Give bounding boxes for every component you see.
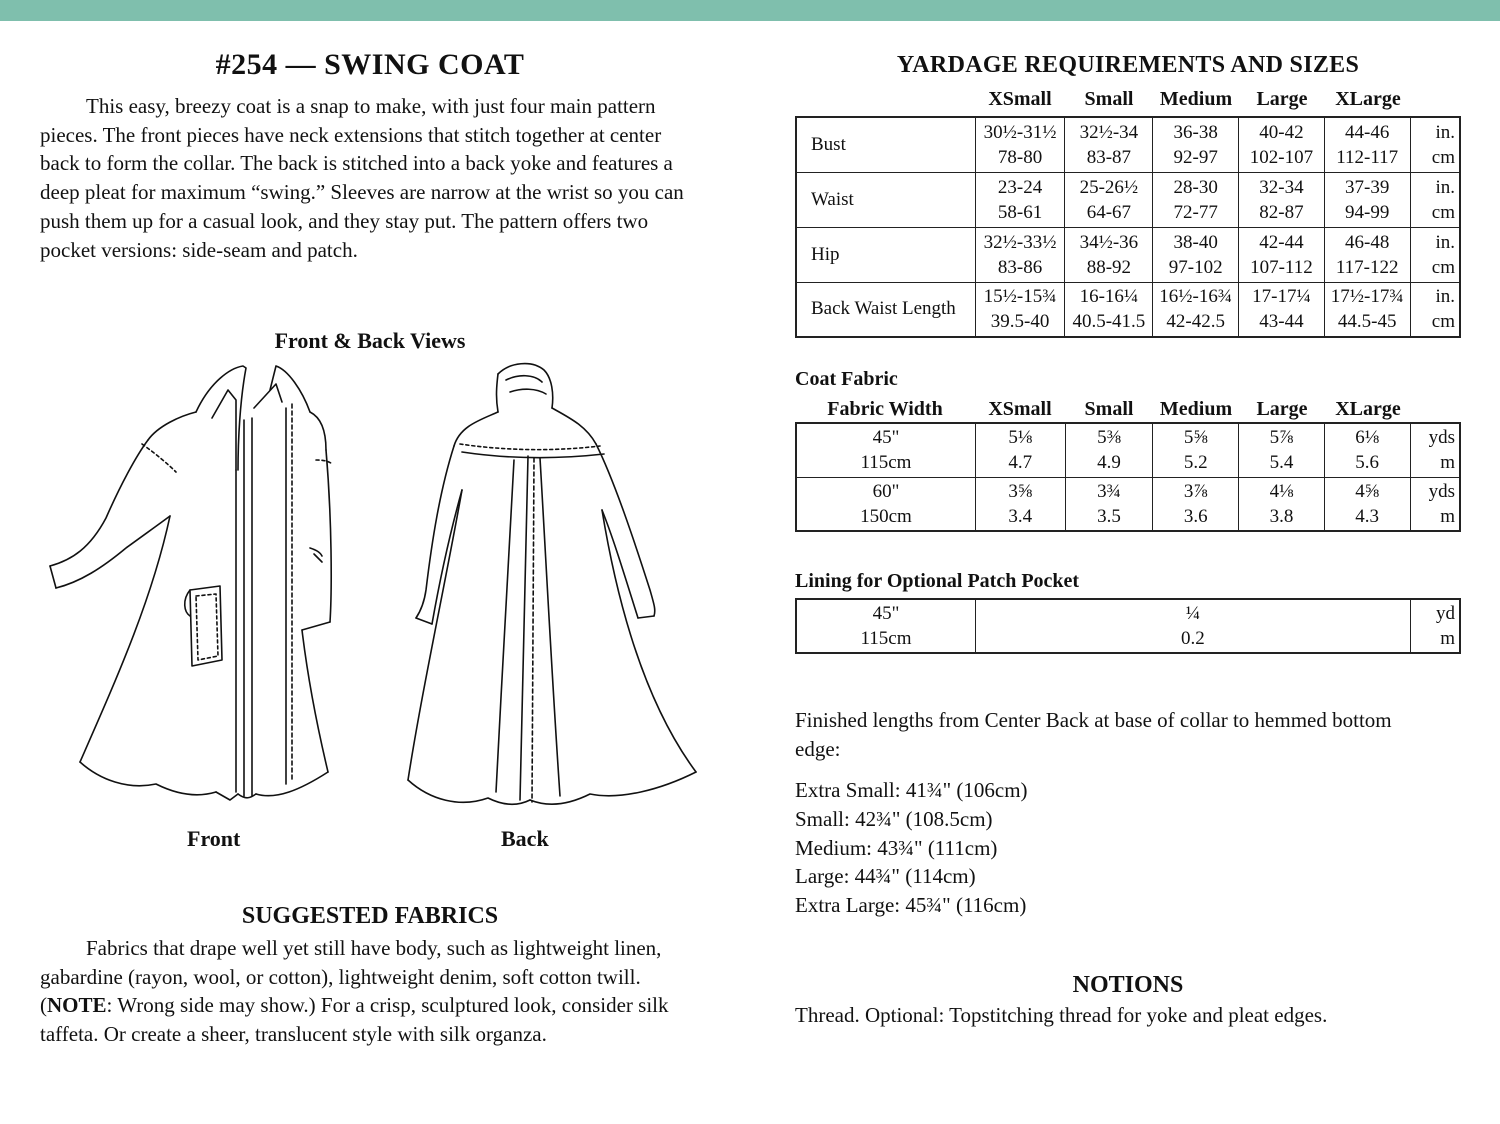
yardage-cell [1065,477,1153,531]
notions-text: Thread. Optional: Topstitching thread for yoke and pleat edges. [795,1003,1328,1027]
yardage-cell-value: 5.4 [1269,452,1294,474]
yardage-cell [1065,423,1153,477]
size-header: Large [1256,88,1308,110]
measurement-cell-value: 32-34 [1259,176,1304,198]
coat-illustration [40,360,700,830]
unit-cell-value: cm [1431,201,1455,223]
measurement-cell-value: 43-44 [1259,311,1304,333]
measurement-cell-value: 36-38 [1173,121,1218,143]
measurement-cell-value: 102-107 [1249,146,1314,168]
unit-cell [1410,172,1460,227]
lining-unit-cell [1410,599,1460,653]
yardage-cell-value: 4.7 [1008,452,1033,474]
fabric-width-cell-value: 45" [872,427,900,449]
measurement-cell-value: 25-26½ [1079,176,1139,198]
measurement-cell-value: 32½-34 [1079,121,1139,143]
coat-fabric-title: Coat Fabric [795,368,898,390]
unit-cell-value: cm [1431,146,1455,168]
measurement-cell-value: 92-97 [1173,146,1218,168]
measurement-cell [1324,117,1410,172]
measurement-cell-value: 88-92 [1086,256,1132,278]
measurement-cell [1239,172,1325,227]
finished-lengths-intro: Finished lengths from Center Back at base of collar to hemmed bottom edge: [795,708,1392,761]
measurement-cell [1239,117,1325,172]
yardage-cell-value: 5⅛ [1008,427,1033,449]
coat-header-row [795,398,1411,421]
yardage-cell [975,477,1065,531]
yardage-cell-value: 3.8 [1269,505,1294,527]
back-coat-drawing [408,364,696,805]
front-label: Front [187,826,241,851]
measurement-cell-value: 58-61 [997,201,1043,223]
size-header: Medium [1159,398,1233,420]
yardage-title: YARDAGE REQUIREMENTS AND SIZES [896,52,1360,78]
size-header-row [795,88,1411,111]
lining-width-cm: 115cm [860,628,912,649]
size-header: Medium [1159,88,1233,110]
measurement-cell-value: 38-40 [1173,231,1218,253]
lining-unit-2: m [1440,628,1455,649]
table-row [796,227,1460,282]
unit-cell-value: m [1440,505,1455,527]
measurement-cell [1324,282,1410,337]
unit-cell-value: in. [1435,286,1455,308]
left-column [40,48,700,264]
finished-length-item: Large: 44¾" (114cm) [795,864,976,889]
measurement-cell [1065,227,1153,282]
measurement-label: Hip [796,227,975,282]
body-measurements-table [795,116,1461,338]
finished-lengths-list [795,776,1028,920]
yardage-cell-value: 4⅛ [1269,480,1294,502]
size-header: XLarge [1335,88,1401,110]
measurement-cell-value: 40-42 [1259,121,1304,143]
finished-length-item: Extra Small: 41¾" (106cm) [795,778,1028,802]
lining-table [795,598,1461,654]
unit-cell [1410,227,1460,282]
measurement-cell-value: 44-46 [1345,121,1390,143]
unit-cell [1410,282,1460,337]
fabrics-text-1: Fabrics that drape well yet still have body, such as lightweight linen, gabardine (rayon, wool, or cotton), lightweight denim, soft cotton twill. ( [40,936,662,1018]
unit-cell-value: in. [1435,121,1455,143]
yardage-cell [1324,477,1410,531]
table-row [796,477,1460,531]
measurement-cell [975,172,1065,227]
yardage-cell [1324,423,1410,477]
measurement-cell-value: 72-77 [1173,201,1218,223]
yardage-cell-value: 3¾ [1097,480,1121,502]
measurement-cell-value: 32½-33½ [983,231,1057,253]
table-row [796,117,1460,172]
measurement-cell [1239,282,1325,337]
back-label: Back [501,826,549,851]
measurement-cell-value: 17-17¼ [1252,286,1311,308]
measurement-cell [1324,227,1410,282]
yardage-cell-value: 5.6 [1355,452,1380,474]
measurement-cell-value: 112-117 [1336,146,1399,168]
yardage-cell [1153,477,1239,531]
fabric-width-header: Fabric Width [827,398,943,420]
yardage-cell-value: 4⅝ [1355,480,1380,502]
unit-cell-value: in. [1435,176,1455,198]
fabrics-text-2: : Wrong side may show.) For a crisp, sculptured look, consider silk taffeta. Or create a sheer, translucent style with silk organza. [40,993,669,1047]
measurement-cell-value: 78-80 [997,146,1043,168]
unit-cell-value: yds [1428,480,1455,502]
fabric-width-cell-value: 115cm [860,452,912,474]
measurement-cell-value: 17½-17¾ [1330,286,1404,308]
yardage-cell-value: 3⅞ [1183,480,1208,502]
measurement-cell-value: 42-44 [1259,231,1304,253]
yardage-cell-value: 5.2 [1183,452,1208,474]
yardage-cell [975,423,1065,477]
unit-cell-value: yds [1428,427,1455,449]
yardage-cell-value: 4.3 [1355,505,1380,527]
measurement-cell-value: 107-112 [1250,256,1313,278]
notions-title: NOTIONS [1072,972,1184,998]
measurement-cell [1153,227,1239,282]
measurement-cell-value: 97-102 [1168,256,1223,278]
unit-cell-value: cm [1431,311,1455,333]
intro-paragraph: This easy, breezy coat is a snap to make, with just four main pattern pieces. The front pieces have neck extensions that stitch together at center back to form the collar. The back is stitched into a back yoke and features a deep pleat for maximum “swing.” Sleeves are narrow at the wrist so you can push them up for a casual look, and they stay put. The pattern offers two pocket versions: side-seam and patch. [40,94,684,262]
measurement-cell-value: 30½-31½ [983,121,1057,143]
unit-cell [1410,423,1460,477]
views-title: Front & Back Views [274,328,466,353]
measurement-cell-value: 46-48 [1345,231,1390,253]
unit-cell-value: in. [1435,231,1455,253]
measurement-cell-value: 15½-15¾ [983,286,1057,308]
yardage-cell [1153,423,1239,477]
suggested-fabrics-title: SUGGESTED FABRICS [241,903,499,929]
lining-amount-cell [976,599,1411,653]
measurement-cell [975,117,1065,172]
measurement-cell [1065,282,1153,337]
unit-cell [1410,477,1460,531]
table-row [796,423,1460,477]
lining-unit-1: yd [1436,603,1455,624]
measurement-cell [1153,172,1239,227]
unit-cell [1410,117,1460,172]
size-header: Small [1084,88,1134,110]
yardage-cell-value: 6⅛ [1355,427,1380,449]
measurement-cell [1153,117,1239,172]
yardage-cell-value: 3⅝ [1008,480,1033,502]
finished-length-item: Medium: 43¾" (111cm) [795,835,998,860]
measurement-label: Back Waist Length [796,282,975,337]
measurement-cell [975,282,1065,337]
measurement-cell-value: 34½-36 [1079,231,1139,253]
measurement-cell-value: 42-42.5 [1166,311,1225,333]
lining-amount-yd: ¼ [1185,603,1200,624]
fabrics-note: NOTE [47,993,107,1018]
measurement-cell [1065,172,1153,227]
measurement-cell-value: 23-24 [997,176,1043,198]
measurement-cell-value: 44.5-45 [1337,311,1397,333]
measurement-cell-value: 82-87 [1259,201,1304,223]
table-row [796,172,1460,227]
measurement-cell-value: 16½-16¾ [1159,286,1233,308]
size-header: Large [1256,398,1308,420]
lining-width-in: 45" [872,603,900,624]
yardage-cell-value: 3.6 [1183,505,1208,527]
measurement-cell-value: 40.5-41.5 [1072,311,1146,333]
measurement-cell-value: 37-39 [1345,176,1390,198]
front-coat-drawing [50,366,332,800]
measurement-cell [1065,117,1153,172]
unit-cell-value: cm [1431,256,1455,278]
unit-cell-value: m [1440,452,1455,474]
measurement-cell [1153,282,1239,337]
measurement-cell-value: 94-99 [1345,201,1390,223]
top-color-band [0,0,1500,21]
measurement-cell-value: 83-87 [1086,146,1132,168]
fabric-width-cell-value: 60" [872,480,900,502]
suggested-fabrics-paragraph [40,934,700,1049]
measurement-cell [975,227,1065,282]
yardage-cell-value: 3.4 [1008,505,1033,527]
measurement-cell-value: 64-67 [1086,201,1132,223]
fabric-width-cell-value: 150cm [860,505,912,527]
size-header: XLarge [1335,398,1401,420]
finished-length-item: Small: 42¾" (108.5cm) [795,806,993,831]
measurement-cell [1239,227,1325,282]
measurement-label: Bust [796,117,975,172]
lining-width-cell [796,599,976,653]
measurement-cell-value: 39.5-40 [990,311,1050,333]
yardage-cell-value: 5⅜ [1097,427,1121,449]
yardage-cell [1239,423,1325,477]
yardage-cell-value: 4.9 [1097,452,1121,474]
coat-fabric-table [795,422,1461,532]
finished-length-item: Extra Large: 45¾" (116cm) [795,893,1027,918]
measurement-cell-value: 28-30 [1173,176,1218,198]
pattern-title: #254 — SWING COAT [215,48,525,81]
size-header: XSmall [988,398,1052,420]
measurement-label: Waist [796,172,975,227]
yardage-cell-value: 3.5 [1097,505,1121,527]
measurement-cell-value: 117-122 [1335,256,1399,278]
table-row [796,282,1460,337]
yardage-cell [1239,477,1325,531]
fabric-width-cell [796,423,975,477]
lining-amount-m: 0.2 [1180,628,1205,649]
measurement-cell-value: 83-86 [997,256,1043,278]
yardage-cell-value: 5⅞ [1269,427,1294,449]
lining-title: Lining for Optional Patch Pocket [795,570,1080,592]
size-header: XSmall [988,88,1052,110]
measurement-cell-value: 16-16¼ [1079,286,1139,308]
measurement-cell [1324,172,1410,227]
fabric-width-cell [796,477,975,531]
yardage-cell-value: 5⅝ [1183,427,1208,449]
size-header: Small [1084,398,1134,420]
